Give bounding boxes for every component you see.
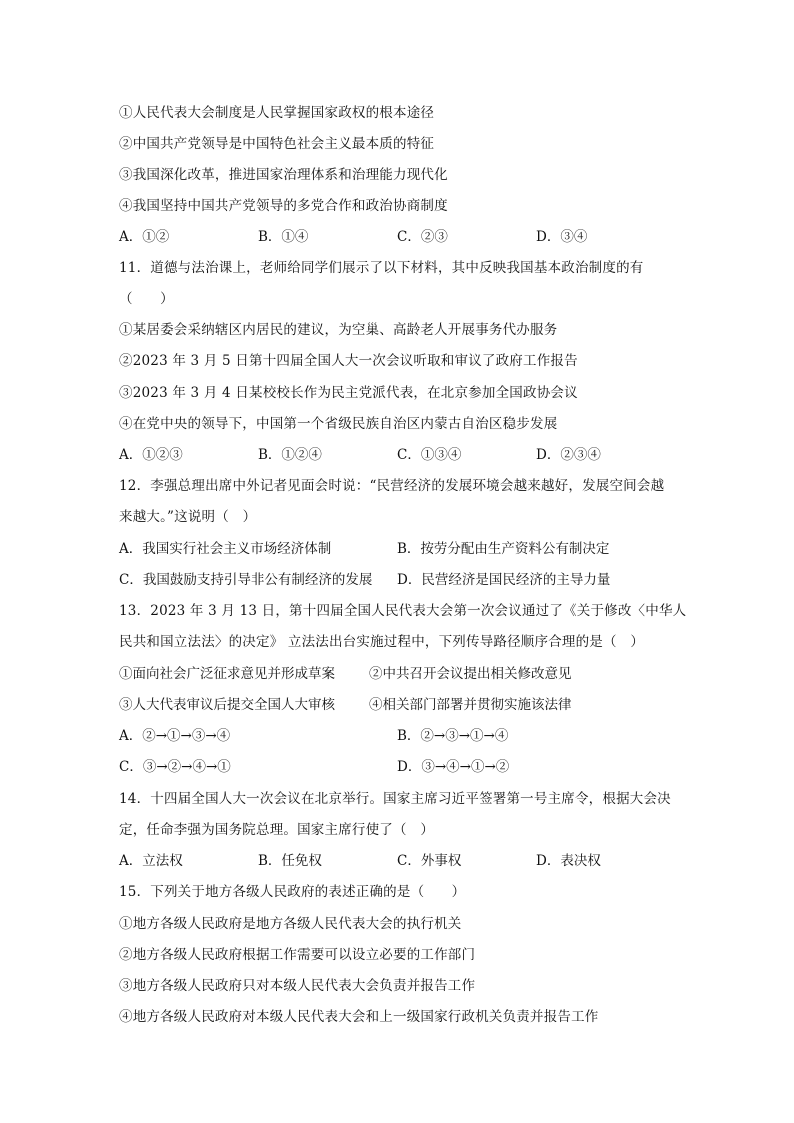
q11-answer-bracket: （ ） [119,291,174,307]
q15-item-1: ①地方各级人民政府是地方各级人民代表大会的执行机关 [119,916,462,932]
q13-item-1: ①面向社会广泛征求意见并形成草案 [119,666,335,682]
q13-option-b: B．②→③→①→④ [397,728,509,744]
q15-item-3: ③地方各级人民政府只对本级人民代表大会负责并报告工作 [119,978,476,994]
q13-stem-line-2: 民共和国立法法〉的决定》 立法法出台实施过程中，下列传导路径顺序合理的是（ ） [119,634,645,650]
q10-item-1: ①人民代表大会制度是人民掌握国家政权的根本途径 [119,105,435,121]
q10-item-2: ②中国共产党领导是中国特色社会主义最本质的特征 [119,136,435,152]
q13-item-2: ②中共召开会议提出相关修改意见 [369,666,572,682]
q11-option-d: D．②③④ [536,447,601,463]
q13-option-c: C．③→②→④→① [119,759,231,775]
q11-option-a: A．①②③ [119,447,183,463]
q12-stem-line-2: 来越大。”这说明（ ） [119,509,257,525]
q13-option-a: A．②→①→③→④ [119,728,231,744]
q15-stem: 15．下列关于地方各级人民政府的表述正确的是（ ） [119,884,466,900]
q13-option-d: D．③→④→①→② [397,759,510,775]
q13-stem-line-1: 13．2023 年 3 月 13 日，第十四届全国人民代表大会第一次会议通过了《关于修改〈中华人 [119,603,687,619]
q15-item-4: ④地方各级人民政府对本级人民代表大会和上一级国家行政机关负责并报告工作 [119,1009,599,1025]
q11-option-c: C．①③④ [397,447,462,463]
q10-item-4: ④我国坚持中国共产党领导的多党合作和政治协商制度 [119,198,448,214]
q11-option-b: B．①②④ [258,447,322,463]
q14-option-a: A．立法权 [119,853,183,869]
q11-item-4: ④在党中央的领导下，中国第一个省级民族自治区内蒙古自治区稳步发展 [119,416,558,432]
q14-option-c: C．外事权 [397,853,462,869]
q10-option-c: C．②③ [397,229,448,245]
q10-item-3: ③我国深化改革，推进国家治理体系和治理能力现代化 [119,167,448,183]
q12-option-a: A．我国实行社会主义市场经济体制 [119,541,332,557]
q12-option-c: C．我国鼓励支持引导非公有制经济的发展 [119,572,373,588]
q14-stem-line-2: 定，任命李强为国务院总理。国家主席行使了（ ） [119,822,435,838]
q12-stem-line-1: 12．李强总理出席中外记者见面会时说：“民营经济的发展环境会越来越好，发展空间会越 [119,478,665,494]
q11-stem: 11．道德与法治课上，老师给同学们展示了以下材料，其中反映我国基本政治制度的有 [119,260,644,276]
q13-item-4: ④相关部门部署并贯彻实施该法律 [369,697,572,713]
q12-option-d: D．民营经济是国民经济的主导力量 [397,572,611,588]
q10-option-b: B．①④ [258,229,309,245]
q10-option-a: A．①② [119,229,170,245]
q13-item-3: ③人大代表审议后提交全国人大审核 [119,697,335,713]
q12-option-b: B．按劳分配由生产资料公有制决定 [397,541,610,557]
q11-item-3: ③2023 年 3 月 4 日某校校长作为民主党派代表，在北京参加全国政协会议 [119,385,578,401]
q15-item-2: ②地方各级人民政府根据工作需要可以设立必要的工作部门 [119,947,476,963]
q14-stem-line-1: 14．十四届全国人大一次会议在北京举行。国家主席习近平签署第一号主席令，根据大会决 [119,791,671,807]
q11-item-1: ①某居委会采纳辖区内居民的建议，为空巢、高龄老人开展事务代办服务 [119,322,558,338]
q11-item-2: ②2023 年 3 月 5 日第十四届全国人大一次会议听取和审议了政府工作报告 [119,353,578,369]
q14-option-b: B．任免权 [258,853,322,869]
q10-option-d: D．③④ [536,229,588,245]
q14-option-d: D．表决权 [536,853,601,869]
